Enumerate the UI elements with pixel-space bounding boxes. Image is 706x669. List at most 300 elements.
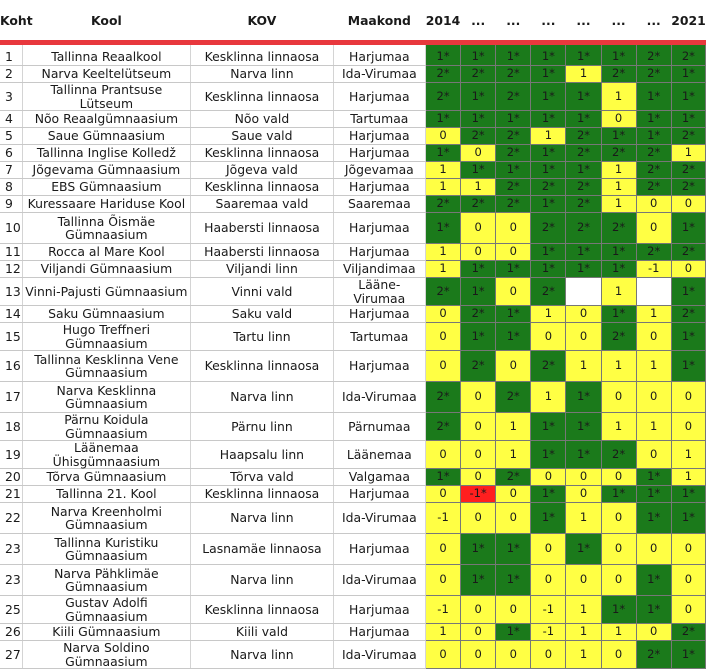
score-cell: 0 bbox=[425, 306, 460, 323]
maakond-cell: Saaremaa bbox=[333, 196, 425, 213]
maakond-cell: Lääne-Virumaa bbox=[333, 278, 425, 306]
score-cell: -1 bbox=[425, 503, 460, 534]
kov-cell: Jõgeva vald bbox=[191, 162, 334, 179]
score-cell: -1 bbox=[425, 596, 460, 624]
school-name-cell: Pärnu Koidula Gümnaasium bbox=[22, 413, 191, 441]
score-cell: 2* bbox=[531, 213, 566, 244]
maakond-cell: Harjumaa bbox=[333, 534, 425, 565]
column-header-year[interactable]: ... bbox=[461, 0, 496, 43]
score-cell: 2* bbox=[671, 179, 705, 196]
score-cell: 1 bbox=[496, 413, 531, 441]
score-cell: 1* bbox=[496, 534, 531, 565]
score-cell: 2* bbox=[671, 162, 705, 179]
score-cell: 0 bbox=[636, 382, 671, 413]
score-cell: 2* bbox=[496, 83, 531, 111]
score-cell: 0 bbox=[425, 351, 460, 382]
score-cell: 2* bbox=[671, 128, 705, 145]
table-header bbox=[0, 0, 706, 43]
maakond-cell: Pärnumaa bbox=[333, 413, 425, 441]
score-cell: 2* bbox=[496, 128, 531, 145]
score-cell: 1 bbox=[425, 624, 460, 641]
score-cell: 1* bbox=[636, 503, 671, 534]
score-cell: 1 bbox=[531, 382, 566, 413]
column-header-year[interactable]: ... bbox=[566, 0, 601, 43]
maakond-cell: Harjumaa bbox=[333, 306, 425, 323]
kov-cell: Lasnamäe linnaosa bbox=[191, 534, 334, 565]
score-cell: 1* bbox=[425, 43, 460, 66]
kov-cell: Narva linn bbox=[191, 503, 334, 534]
score-cell: 1* bbox=[671, 323, 705, 351]
table-row bbox=[0, 213, 706, 244]
score-cell: 1* bbox=[531, 486, 566, 503]
school-name-cell: Saue Gümnaasium bbox=[22, 128, 191, 145]
kov-cell: Nõo vald bbox=[191, 111, 334, 128]
score-cell: 1* bbox=[566, 43, 601, 66]
score-cell: 2* bbox=[566, 179, 601, 196]
score-cell: 1* bbox=[636, 469, 671, 486]
score-cell: 0 bbox=[636, 624, 671, 641]
score-cell bbox=[636, 278, 671, 306]
table-row bbox=[0, 486, 706, 503]
column-header-year[interactable]: 2014 bbox=[425, 0, 460, 43]
school-name-cell: Vinni-Pajusti Gümnaasium bbox=[22, 278, 191, 306]
score-cell: 1* bbox=[601, 596, 636, 624]
school-name-cell: Jõgevama Gümnaasium bbox=[22, 162, 191, 179]
score-cell: 2* bbox=[461, 306, 496, 323]
score-cell: 1 bbox=[566, 503, 601, 534]
column-header-year[interactable]: ... bbox=[496, 0, 531, 43]
score-cell: 0 bbox=[461, 213, 496, 244]
rank-cell: 7 bbox=[0, 162, 22, 179]
kov-cell: Saku vald bbox=[191, 306, 334, 323]
score-cell: 2* bbox=[566, 213, 601, 244]
score-cell: 2* bbox=[601, 145, 636, 162]
rank-cell: 5 bbox=[0, 128, 22, 145]
score-cell: 2* bbox=[636, 145, 671, 162]
score-cell: 1* bbox=[425, 111, 460, 128]
rank-cell: 26 bbox=[0, 624, 22, 641]
score-cell: 2* bbox=[461, 196, 496, 213]
school-name-cell: Läänemaa Ühisgümnaasium bbox=[22, 441, 191, 469]
kov-cell: Kesklinna linnaosa bbox=[191, 43, 334, 66]
kov-cell: Kesklinna linnaosa bbox=[191, 596, 334, 624]
score-cell: -1 bbox=[531, 624, 566, 641]
score-cell: 0 bbox=[425, 641, 460, 669]
table-row bbox=[0, 351, 706, 382]
score-cell: 1* bbox=[671, 111, 705, 128]
score-cell: 0 bbox=[636, 196, 671, 213]
score-cell: 1 bbox=[566, 641, 601, 669]
score-cell: 1* bbox=[636, 128, 671, 145]
score-cell: 2* bbox=[496, 179, 531, 196]
table-row bbox=[0, 624, 706, 641]
score-cell: 1* bbox=[496, 306, 531, 323]
score-cell: 0 bbox=[461, 441, 496, 469]
kov-cell: Tartu linn bbox=[191, 323, 334, 351]
maakond-cell: Ida-Virumaa bbox=[333, 66, 425, 83]
school-name-cell: Tallinna Kuristiku Gümnaasium bbox=[22, 534, 191, 565]
school-name-cell: Kiili Gümnaasium bbox=[22, 624, 191, 641]
column-header-kool[interactable]: Kool bbox=[22, 0, 191, 43]
rank-cell: 17 bbox=[0, 382, 22, 413]
table-row bbox=[0, 162, 706, 179]
score-cell: 1 bbox=[601, 278, 636, 306]
score-cell: 1 bbox=[425, 179, 460, 196]
kov-cell: Kiili vald bbox=[191, 624, 334, 641]
score-cell: 2* bbox=[461, 351, 496, 382]
score-cell: 0 bbox=[461, 469, 496, 486]
score-cell: 2* bbox=[425, 413, 460, 441]
table-row bbox=[0, 145, 706, 162]
table-row bbox=[0, 565, 706, 596]
score-cell: 1* bbox=[671, 213, 705, 244]
score-cell: 1* bbox=[531, 261, 566, 278]
maakond-cell: Harjumaa bbox=[333, 596, 425, 624]
kov-cell: Kesklinna linnaosa bbox=[191, 179, 334, 196]
rank-cell: 25 bbox=[0, 596, 22, 624]
score-cell: 0 bbox=[531, 641, 566, 669]
score-cell: 1 bbox=[566, 624, 601, 641]
score-cell: 1* bbox=[566, 413, 601, 441]
score-cell: 2* bbox=[636, 66, 671, 83]
score-cell: 2* bbox=[496, 382, 531, 413]
score-cell: -1 bbox=[636, 261, 671, 278]
kov-cell: Kesklinna linnaosa bbox=[191, 351, 334, 382]
score-cell: 0 bbox=[671, 382, 705, 413]
column-header-rank[interactable]: Koht bbox=[0, 0, 22, 43]
score-cell: 1* bbox=[671, 278, 705, 306]
score-cell: 1* bbox=[601, 244, 636, 261]
score-cell: 0 bbox=[461, 503, 496, 534]
score-cell: 2* bbox=[496, 66, 531, 83]
score-cell: 0 bbox=[496, 213, 531, 244]
score-cell: 0 bbox=[425, 323, 460, 351]
score-cell: 2* bbox=[671, 306, 705, 323]
maakond-cell: Ida-Virumaa bbox=[333, 503, 425, 534]
rank-cell: 23 bbox=[0, 534, 22, 565]
score-cell: 2* bbox=[636, 641, 671, 669]
school-name-cell: Narva Kesklinna Gümnaasium bbox=[22, 382, 191, 413]
kov-cell: Narva linn bbox=[191, 641, 334, 669]
score-cell: 1* bbox=[461, 83, 496, 111]
column-header-maakond[interactable]: Maakond bbox=[333, 0, 425, 43]
score-cell: 0 bbox=[566, 469, 601, 486]
score-cell: 0 bbox=[531, 565, 566, 596]
score-cell: 1* bbox=[671, 66, 705, 83]
score-cell: 2* bbox=[671, 244, 705, 261]
score-cell: 1* bbox=[636, 565, 671, 596]
maakond-cell: Harjumaa bbox=[333, 486, 425, 503]
score-cell: 1* bbox=[531, 441, 566, 469]
school-name-cell: Narva Pähklimäe Gümnaasium bbox=[22, 565, 191, 596]
table-row bbox=[0, 534, 706, 565]
school-name-cell: Tõrva Gümnaasium bbox=[22, 469, 191, 486]
maakond-cell: Valgamaa bbox=[333, 469, 425, 486]
score-cell: 1 bbox=[601, 351, 636, 382]
score-cell: 1* bbox=[566, 111, 601, 128]
table-row bbox=[0, 441, 706, 469]
score-cell: 1* bbox=[496, 162, 531, 179]
rank-cell: 14 bbox=[0, 306, 22, 323]
kov-cell: Kesklinna linnaosa bbox=[191, 145, 334, 162]
score-cell: 2* bbox=[425, 66, 460, 83]
rank-cell: 23 bbox=[0, 565, 22, 596]
score-cell: 0 bbox=[566, 565, 601, 596]
score-cell: 2* bbox=[671, 43, 705, 66]
score-cell: 1 bbox=[425, 244, 460, 261]
score-cell: 1* bbox=[671, 641, 705, 669]
score-cell: 1 bbox=[425, 162, 460, 179]
maakond-cell: Viljandimaa bbox=[333, 261, 425, 278]
score-cell: 1* bbox=[461, 323, 496, 351]
school-name-cell: Kuressaare Hariduse Kool bbox=[22, 196, 191, 213]
score-cell: 1 bbox=[636, 351, 671, 382]
table-row bbox=[0, 278, 706, 306]
table-row bbox=[0, 261, 706, 278]
kov-cell: Pärnu linn bbox=[191, 413, 334, 441]
rank-cell: 6 bbox=[0, 145, 22, 162]
score-cell: 1* bbox=[531, 413, 566, 441]
kov-cell: Narva linn bbox=[191, 565, 334, 596]
table-row bbox=[0, 196, 706, 213]
column-header-year[interactable]: 2021 bbox=[671, 0, 705, 43]
score-cell: 1* bbox=[461, 534, 496, 565]
kov-cell: Haabersti linnaosa bbox=[191, 213, 334, 244]
table-row bbox=[0, 66, 706, 83]
score-cell: 0 bbox=[531, 534, 566, 565]
score-cell: 0 bbox=[425, 534, 460, 565]
score-cell: 0 bbox=[601, 111, 636, 128]
kov-cell: Haabersti linnaosa bbox=[191, 244, 334, 261]
kov-cell: Tõrva vald bbox=[191, 469, 334, 486]
kov-cell: Haapsalu linn bbox=[191, 441, 334, 469]
score-cell: 0 bbox=[425, 486, 460, 503]
school-name-cell: Tallinna Kesklinna Vene Gümnaasium bbox=[22, 351, 191, 382]
score-cell: 1* bbox=[671, 83, 705, 111]
maakond-cell: Ida-Virumaa bbox=[333, 565, 425, 596]
school-name-cell: Tallinna Õismäe Gümnaasium bbox=[22, 213, 191, 244]
maakond-cell: Tartumaa bbox=[333, 323, 425, 351]
score-cell: 1* bbox=[671, 486, 705, 503]
score-cell: 2* bbox=[636, 179, 671, 196]
column-header-year[interactable]: ... bbox=[636, 0, 671, 43]
score-cell: 1* bbox=[531, 244, 566, 261]
table-row bbox=[0, 244, 706, 261]
rank-cell: 9 bbox=[0, 196, 22, 213]
column-header-kov[interactable]: KOV bbox=[191, 0, 334, 43]
score-cell: 1 bbox=[566, 66, 601, 83]
score-cell: 1* bbox=[461, 111, 496, 128]
school-name-cell: EBS Gümnaasium bbox=[22, 179, 191, 196]
maakond-cell: Harjumaa bbox=[333, 351, 425, 382]
table-row bbox=[0, 323, 706, 351]
score-cell: 2* bbox=[425, 83, 460, 111]
rank-cell: 18 bbox=[0, 413, 22, 441]
maakond-cell: Harjumaa bbox=[333, 128, 425, 145]
score-cell: 1* bbox=[601, 128, 636, 145]
school-name-cell: Gustav Adolfi Gümnaasium bbox=[22, 596, 191, 624]
score-cell: 0 bbox=[461, 641, 496, 669]
maakond-cell: Harjumaa bbox=[333, 624, 425, 641]
column-header-year[interactable]: ... bbox=[531, 0, 566, 43]
score-cell: 1* bbox=[425, 213, 460, 244]
rank-cell: 11 bbox=[0, 244, 22, 261]
score-cell: 2* bbox=[531, 278, 566, 306]
school-name-cell: Rocca al Mare Kool bbox=[22, 244, 191, 261]
score-cell: 2* bbox=[601, 441, 636, 469]
maakond-cell: Jõgevamaa bbox=[333, 162, 425, 179]
score-cell: 1* bbox=[531, 66, 566, 83]
score-cell: 1* bbox=[601, 43, 636, 66]
score-cell: 1 bbox=[601, 162, 636, 179]
score-cell: 1* bbox=[531, 503, 566, 534]
score-cell: 0 bbox=[671, 565, 705, 596]
score-cell: 1* bbox=[461, 43, 496, 66]
table-row bbox=[0, 306, 706, 323]
table-row bbox=[0, 382, 706, 413]
school-name-cell: Narva Soldino Gümnaasium bbox=[22, 641, 191, 669]
score-cell: 1* bbox=[566, 261, 601, 278]
column-header-year[interactable]: ... bbox=[601, 0, 636, 43]
score-cell: 2* bbox=[566, 196, 601, 213]
score-cell: 2* bbox=[531, 351, 566, 382]
score-cell: 1 bbox=[566, 351, 601, 382]
score-cell: 0 bbox=[531, 469, 566, 486]
kov-cell: Viljandi linn bbox=[191, 261, 334, 278]
rank-cell: 12 bbox=[0, 261, 22, 278]
maakond-cell: Harjumaa bbox=[333, 213, 425, 244]
score-cell: 1* bbox=[636, 486, 671, 503]
rank-cell: 10 bbox=[0, 213, 22, 244]
maakond-cell: Ida-Virumaa bbox=[333, 641, 425, 669]
score-cell: 0 bbox=[496, 486, 531, 503]
school-name-cell: Nõo Reaalgümnaasium bbox=[22, 111, 191, 128]
maakond-cell: Tartumaa bbox=[333, 111, 425, 128]
score-cell: 0 bbox=[636, 441, 671, 469]
rank-cell: 8 bbox=[0, 179, 22, 196]
score-cell: 2* bbox=[496, 145, 531, 162]
score-cell: 1* bbox=[566, 83, 601, 111]
school-name-cell: Hugo Treffneri Gümnaasium bbox=[22, 323, 191, 351]
score-cell: 1 bbox=[671, 145, 705, 162]
score-cell: 1* bbox=[531, 162, 566, 179]
score-cell: 1 bbox=[636, 306, 671, 323]
score-cell: 0 bbox=[461, 413, 496, 441]
school-name-cell: Viljandi Gümnaasium bbox=[22, 261, 191, 278]
table-row bbox=[0, 503, 706, 534]
kov-cell: Kesklinna linnaosa bbox=[191, 486, 334, 503]
score-cell: 1 bbox=[671, 441, 705, 469]
score-cell: 1* bbox=[461, 261, 496, 278]
rank-cell: 3 bbox=[0, 83, 22, 111]
score-cell: 1* bbox=[671, 503, 705, 534]
score-cell: 1* bbox=[461, 278, 496, 306]
score-cell: 1 bbox=[566, 596, 601, 624]
score-cell: 1* bbox=[636, 111, 671, 128]
score-cell: 2* bbox=[636, 162, 671, 179]
rank-cell: 22 bbox=[0, 503, 22, 534]
kov-cell: Narva linn bbox=[191, 66, 334, 83]
table-body bbox=[0, 43, 706, 669]
score-cell: 1* bbox=[461, 565, 496, 596]
rank-cell: 1 bbox=[0, 43, 22, 66]
score-cell: 0 bbox=[496, 278, 531, 306]
school-name-cell: Tallinna Reaalkool bbox=[22, 43, 191, 66]
score-cell: 0 bbox=[425, 128, 460, 145]
score-cell: 0 bbox=[566, 323, 601, 351]
score-cell: 0 bbox=[461, 624, 496, 641]
school-name-cell: Narva Keeltelütseum bbox=[22, 66, 191, 83]
score-cell: 1* bbox=[531, 145, 566, 162]
score-cell: 1* bbox=[496, 565, 531, 596]
score-cell: 1* bbox=[566, 534, 601, 565]
score-cell: 1* bbox=[496, 261, 531, 278]
score-cell: 2* bbox=[601, 323, 636, 351]
table-row bbox=[0, 641, 706, 669]
table-row bbox=[0, 128, 706, 145]
score-cell: 0 bbox=[601, 503, 636, 534]
score-cell: 1 bbox=[461, 179, 496, 196]
score-cell: 2* bbox=[636, 43, 671, 66]
table-row bbox=[0, 596, 706, 624]
score-cell: 1* bbox=[461, 162, 496, 179]
table-row bbox=[0, 179, 706, 196]
rank-cell: 21 bbox=[0, 486, 22, 503]
score-cell: 2* bbox=[671, 624, 705, 641]
maakond-cell: Harjumaa bbox=[333, 83, 425, 111]
score-cell: -1 bbox=[531, 596, 566, 624]
score-cell: 1* bbox=[496, 624, 531, 641]
rank-cell: 13 bbox=[0, 278, 22, 306]
score-cell: 1 bbox=[531, 128, 566, 145]
score-cell: 0 bbox=[671, 196, 705, 213]
maakond-cell: Läänemaa bbox=[333, 441, 425, 469]
maakond-cell: Harjumaa bbox=[333, 43, 425, 66]
kov-cell: Saue vald bbox=[191, 128, 334, 145]
rank-cell: 27 bbox=[0, 641, 22, 669]
score-cell: 1 bbox=[636, 413, 671, 441]
score-cell: 1* bbox=[425, 469, 460, 486]
school-name-cell: Saku Gümnaasium bbox=[22, 306, 191, 323]
score-cell: 1* bbox=[601, 306, 636, 323]
score-cell: 1* bbox=[601, 486, 636, 503]
maakond-cell: Harjumaa bbox=[333, 145, 425, 162]
score-cell: 2* bbox=[566, 145, 601, 162]
score-cell: 0 bbox=[601, 641, 636, 669]
kov-cell: Saaremaa vald bbox=[191, 196, 334, 213]
score-cell: 0 bbox=[601, 534, 636, 565]
maakond-cell: Harjumaa bbox=[333, 179, 425, 196]
score-cell: 0 bbox=[496, 244, 531, 261]
table-row bbox=[0, 83, 706, 111]
kov-cell: Vinni vald bbox=[191, 278, 334, 306]
score-cell: 0 bbox=[496, 641, 531, 669]
score-cell: 0 bbox=[496, 351, 531, 382]
score-cell: 0 bbox=[671, 596, 705, 624]
score-cell: 1 bbox=[671, 469, 705, 486]
school-name-cell: Tallinna Inglise Kolledž bbox=[22, 145, 191, 162]
score-cell: 1 bbox=[601, 413, 636, 441]
score-cell: 2* bbox=[496, 469, 531, 486]
score-cell: 1* bbox=[531, 111, 566, 128]
score-cell: 2* bbox=[425, 382, 460, 413]
school-name-cell: Tallinna Prantsuse Lütseum bbox=[22, 83, 191, 111]
header-row bbox=[0, 0, 706, 43]
school-name-cell: Tallinna 21. Kool bbox=[22, 486, 191, 503]
score-cell: 2* bbox=[636, 244, 671, 261]
rank-cell: 20 bbox=[0, 469, 22, 486]
score-cell: 0 bbox=[496, 503, 531, 534]
